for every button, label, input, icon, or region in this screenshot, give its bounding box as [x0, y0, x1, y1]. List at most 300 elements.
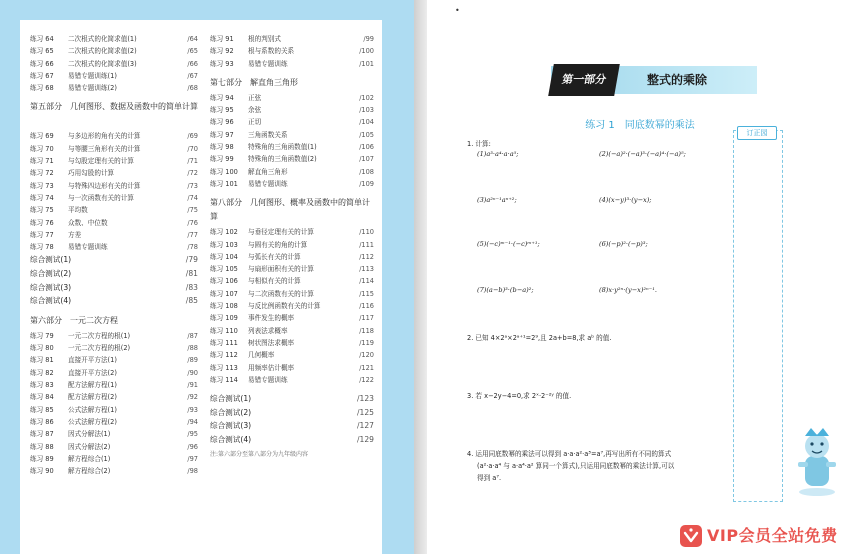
toc-entry-page: /111	[359, 240, 374, 249]
toc-entry	[30, 465, 198, 477]
toc-entry-page: /110	[359, 228, 374, 237]
toc-entry-title: 与垂径定理有关的计算	[248, 228, 314, 237]
toc-entry-text	[210, 129, 288, 141]
toc-entry-number: 练习 67	[30, 71, 54, 80]
toc-entry-page: /106	[359, 143, 374, 152]
toc-entry-page: /95	[187, 430, 198, 439]
toc-entry-text	[30, 330, 130, 342]
toc-entry-page: /78	[187, 243, 198, 252]
toc-entry-page: /108	[359, 167, 374, 176]
toc-entry-title: 直接开平方法(2)	[68, 368, 117, 377]
lesson-page	[427, 0, 845, 554]
toc-entry-text	[210, 153, 317, 165]
toc-entry-title: 方差	[68, 230, 82, 239]
toc-entry-title: 因式分解法(1)	[68, 430, 111, 439]
toc-entry-page: /121	[359, 363, 374, 372]
toc-entry-page: /98	[187, 467, 198, 476]
toc-entry-page: /94	[187, 417, 198, 426]
toc-entry-number: 练习 89	[30, 454, 54, 463]
toc-entry-title: 因式分解法(2)	[68, 442, 111, 451]
toc-entry	[30, 204, 198, 216]
toc-entry-page: /125	[356, 407, 374, 417]
toc-entry-title: 几何概率	[248, 351, 275, 360]
toc-entry-text	[30, 130, 141, 142]
question-1-part-8: (8)x·y²ⁿ·(y−x)²ⁿ⁻¹.	[599, 286, 657, 294]
toc-entry	[210, 116, 374, 128]
toc-entry-title: 与一次函数有关的计算	[68, 193, 134, 202]
toc-entry-text	[30, 453, 110, 465]
toc-entry-page: /81	[185, 269, 198, 279]
toc-entry	[210, 141, 374, 153]
toc-entry-number: 练习 98	[210, 143, 234, 152]
toc-entry-page: /99	[363, 35, 374, 43]
question-1-part-6: (6)(−p)²·(−p)³;	[599, 240, 648, 248]
toc-entry-text	[30, 404, 117, 416]
toc-entry-text	[30, 143, 141, 155]
toc-entry-text	[30, 253, 71, 267]
toc-entry-page: /89	[187, 356, 198, 365]
toc-entry-text	[30, 294, 71, 308]
toc-entry	[210, 45, 374, 57]
toc-entry	[30, 441, 198, 453]
toc-entry-number: 练习 100	[210, 167, 238, 176]
toc-entry	[30, 143, 198, 155]
toc-entry-text	[210, 226, 314, 238]
toc-entry-text	[210, 325, 288, 337]
toc-entry	[30, 192, 198, 204]
toc-entry-title: 综合测试(3)	[210, 421, 252, 431]
toc-entry	[210, 251, 374, 263]
toc-entry-number: 练习 99	[210, 155, 234, 164]
toc-entry-number: 练习 108	[210, 302, 238, 311]
toc-entry-page: /68	[187, 84, 198, 93]
toc-entry-title: 与二次函数有关的计算	[248, 289, 314, 298]
toc-entry-text	[30, 204, 88, 216]
toc-entry-title: 特殊角的三角函数值(2)	[248, 155, 317, 164]
mascot-illustration	[795, 426, 839, 498]
correction-column-tab: 订正园	[737, 126, 777, 140]
toc-entry-number: 练习 87	[30, 430, 54, 439]
toc-entry-number: 练习 65	[30, 47, 54, 56]
question-4-line-2: (a²·a·a⁴ 与 a·a⁴·a² 算同一个算式),只运用同底数幂的乘法计算,可以	[477, 462, 675, 470]
toc-entry-title: 与反比例函数有关的计算	[248, 302, 321, 311]
toc-page	[20, 20, 382, 554]
toc-entry-number: 练习 66	[30, 59, 54, 68]
toc-entry-text	[210, 312, 294, 324]
toc-entry	[210, 374, 374, 386]
toc-entry	[210, 312, 374, 324]
toc-entry-page: /97	[187, 454, 198, 463]
toc-entry-page: /107	[359, 155, 374, 164]
toc-entry-text	[210, 419, 251, 433]
toc-entry-text	[210, 433, 251, 447]
toc-entry-number: 练习 86	[30, 417, 54, 426]
toc-entry-title: 易错专题训练	[68, 243, 108, 252]
toc-test-entry	[210, 406, 374, 420]
toc-entry-title: 根与系数的关系	[248, 47, 295, 56]
toc-entry	[210, 104, 374, 116]
toc-entry-title: 解方程综合(2)	[68, 467, 111, 476]
toc-entry-text	[210, 288, 314, 300]
toc-entry-text	[30, 180, 141, 192]
toc-entry-text	[30, 367, 117, 379]
toc-entry-number: 练习 72	[30, 169, 54, 178]
toc-column-left	[30, 33, 198, 477]
toc-footnote: 注:第六部分至第八部分为九年级内容	[210, 450, 309, 458]
toc-entry-page: /71	[187, 157, 198, 166]
toc-entry	[30, 82, 198, 94]
toc-entry-title: 易错专题训练	[248, 375, 288, 384]
toc-entry	[210, 33, 374, 45]
toc-entry	[210, 325, 374, 337]
toc-entry-title: 二次根式的化简求值(3)	[68, 59, 137, 68]
toc-entry-text	[210, 251, 301, 263]
toc-entry-number: 练习 114	[210, 375, 238, 384]
toc-entry	[30, 155, 198, 167]
toc-entry-text	[210, 239, 307, 251]
toc-entry-title: 易错专题训练	[248, 179, 288, 188]
toc-entry-title: 列表法求概率	[248, 326, 288, 335]
toc-entry-number: 练习 104	[210, 252, 238, 261]
toc-entry-title: 平均数	[68, 206, 88, 215]
toc-entry-text	[210, 300, 321, 312]
toc-entry-title: 与扇形面积有关的计算	[248, 265, 314, 274]
toc-entry-text	[210, 58, 288, 70]
toc-entry-title: 综合测试(1)	[30, 255, 72, 265]
toc-entry	[210, 288, 374, 300]
question-1-part-7: (7)(a−b)³·(b−a)²;	[477, 286, 534, 294]
toc-entry-text	[210, 349, 274, 361]
toc-entry-page: /109	[359, 179, 374, 188]
toc-test-entry	[210, 433, 374, 447]
toc-entry-number: 练习 97	[210, 130, 234, 139]
correction-column	[733, 130, 783, 502]
vip-logo-icon	[679, 524, 703, 548]
toc-entry-text	[30, 281, 71, 295]
toc-entry-page: /129	[356, 434, 374, 444]
toc-entry-page: /120	[359, 351, 374, 360]
toc-entry-page: /104	[359, 118, 374, 127]
toc-entry-text	[30, 70, 117, 82]
toc-entry-number: 练习 81	[30, 356, 54, 365]
toc-entry-title: 综合测试(2)	[210, 407, 252, 417]
toc-entry-text	[210, 141, 317, 153]
toc-entry-number: 练习 80	[30, 344, 54, 353]
toc-entry-title: 一元二次方程的根(1)	[68, 331, 131, 340]
part-banner-tag: 第一部分	[548, 64, 620, 96]
question-3: 3. 若 x−2y−4=0,求 2ˣ·2⁻²ʸ 的值.	[467, 392, 572, 400]
toc-entry-page: /67	[187, 71, 198, 80]
toc-section-heading: 第六部分 一元二次方程	[30, 315, 118, 325]
toc-entry-title: 公式法解方程(1)	[68, 405, 117, 414]
toc-section-heading: 第八部分 几何图形、概率及函数中的简单计算	[210, 198, 370, 222]
toc-column-right	[210, 33, 374, 458]
toc-entry-number: 练习 101	[210, 179, 238, 188]
toc-entry-page: /75	[187, 206, 198, 215]
question-1-label: 1. 计算:	[467, 140, 491, 148]
toc-entry-number: 练习 76	[30, 218, 54, 227]
toc-entry	[210, 153, 374, 165]
toc-entry-number: 练习 94	[210, 93, 234, 102]
toc-test-entry	[30, 267, 198, 281]
toc-entry	[30, 453, 198, 465]
toc-entry-number: 练习 92	[210, 47, 234, 56]
toc-entry-page: /119	[359, 338, 374, 347]
toc-entry-number: 练习 90	[30, 467, 54, 476]
toc-entry-title: 特殊角的三角函数值(1)	[248, 143, 317, 152]
toc-entry-page: /96	[187, 442, 198, 451]
toc-entry-text	[210, 116, 261, 128]
toc-entry-text	[30, 379, 117, 391]
toc-entry-title: 综合测试(2)	[30, 269, 72, 279]
toc-entry-title: 与圆有关的角的计算	[248, 240, 308, 249]
toc-entry-number: 练习 71	[30, 157, 54, 166]
toc-entry-text	[210, 263, 314, 275]
toc-entry-title: 众数、中位数	[68, 218, 108, 227]
toc-entry-title: 综合测试(1)	[210, 394, 252, 404]
toc-entry-page: /116	[359, 302, 374, 311]
toc-entry-page: /83	[185, 282, 198, 292]
toc-entry-title: 巧用勾股的计算	[68, 169, 115, 178]
toc-entry-title: 易错专题训练(1)	[68, 71, 117, 80]
toc-entry	[30, 367, 198, 379]
toc-entry-title: 与特殊四边形有关的计算	[68, 181, 141, 190]
toc-entry-text	[30, 82, 117, 94]
toc-entry-page: /112	[359, 252, 374, 261]
toc-entry	[210, 239, 374, 251]
toc-entry-text	[210, 104, 261, 116]
toc-entry-title: 一元二次方程的根(2)	[68, 344, 131, 353]
toc-entry-page: /100	[359, 47, 374, 56]
toc-entry-text	[210, 45, 294, 57]
toc-entry-title: 与勾股定理有关的计算	[68, 157, 134, 166]
toc-entry-title: 与相似有关的计算	[248, 277, 301, 286]
toc-entry-title: 与弧长有关的计算	[248, 252, 301, 261]
toc-entry-text	[30, 33, 137, 45]
toc-test-entry	[210, 392, 374, 406]
toc-entry	[30, 217, 198, 229]
toc-entry-page: /93	[187, 405, 198, 414]
toc-entry-text	[30, 192, 134, 204]
toc-entry-page: /69	[187, 132, 198, 141]
toc-entry-title: 配方法解方程(2)	[68, 393, 117, 402]
toc-entry	[210, 226, 374, 238]
page-corner-mark: •	[455, 6, 460, 15]
toc-entry-page: /66	[187, 59, 198, 68]
toc-entry	[210, 263, 374, 275]
toc-entry	[30, 354, 198, 366]
toc-entry-number: 练习 85	[30, 405, 54, 414]
toc-entry-text	[30, 391, 117, 403]
toc-entry-page: /113	[359, 265, 374, 274]
toc-entry-number: 练习 105	[210, 265, 238, 274]
question-4-line-3: 得到 a⁷.	[477, 474, 502, 482]
toc-entry-title: 解方程综合(1)	[68, 454, 111, 463]
toc-entry-text	[30, 416, 117, 428]
toc-entry-number: 练习 102	[210, 228, 238, 237]
toc-entry-page: /91	[187, 381, 198, 390]
toc-entry-title: 二次根式的化简求值(1)	[68, 35, 137, 43]
toc-entry	[210, 166, 374, 178]
toc-entry-page: /115	[359, 289, 374, 298]
toc-entry-title: 用频率估计概率	[248, 363, 295, 372]
part-banner	[551, 66, 757, 94]
toc-entry-number: 练习 68	[30, 84, 54, 93]
toc-entry-number: 练习 79	[30, 331, 54, 340]
toc-entry-page: /92	[187, 393, 198, 402]
toc-entry-number: 练习 96	[210, 118, 234, 127]
toc-test-entry	[30, 294, 198, 308]
toc-entry-page: /118	[359, 326, 374, 335]
toc-entry	[210, 178, 374, 190]
toc-entry	[30, 167, 198, 179]
toc-entry-number: 练习 88	[30, 442, 54, 451]
toc-entry-text	[30, 155, 134, 167]
toc-entry-title: 综合测试(3)	[30, 282, 72, 292]
toc-entry-number: 练习 78	[30, 243, 54, 252]
toc-entry-number: 练习 73	[30, 181, 54, 190]
toc-entry-text	[30, 465, 110, 477]
question-1-part-5: (5)(−c)ᵐ⁻¹·(−c)ᵐ⁺¹;	[477, 240, 540, 248]
toc-entry-number: 练习 64	[30, 35, 54, 43]
toc-entry-title: 正弦	[248, 93, 262, 102]
toc-entry	[30, 428, 198, 440]
toc-entry-title: 综合测试(4)	[30, 296, 72, 306]
toc-entry-page: /114	[359, 277, 374, 286]
toc-entry-page: /87	[187, 331, 198, 340]
toc-entry-number: 练习 70	[30, 144, 54, 153]
toc-page-background	[0, 0, 414, 554]
toc-entry-title: 与等腰三角形有关的计算	[68, 144, 141, 153]
toc-entry-page: /88	[187, 344, 198, 353]
toc-entry	[210, 58, 374, 70]
toc-entry-page: /102	[359, 93, 374, 102]
toc-entry-text	[210, 337, 294, 349]
vip-watermark-text: VIP会员全站免费	[707, 526, 838, 545]
toc-entry	[30, 70, 198, 82]
toc-entry	[210, 337, 374, 349]
toc-entry	[30, 342, 198, 354]
toc-entry-title: 易错专题训练	[248, 59, 288, 68]
toc-test-entry	[30, 281, 198, 295]
toc-entry	[30, 229, 198, 241]
toc-entry-page: /122	[359, 375, 374, 384]
toc-entry-text	[30, 267, 71, 281]
toc-entry-text	[210, 275, 301, 287]
toc-entry-page: /70	[187, 144, 198, 153]
toc-entry-number: 练习 69	[30, 132, 54, 141]
toc-entry-text	[30, 241, 108, 253]
toc-entry-text	[210, 178, 288, 190]
toc-entry-title: 事件发生的概率	[248, 314, 295, 323]
toc-entry-number: 练习 106	[210, 277, 238, 286]
question-1-part-4: (4)(x−y)³·(y−x);	[599, 196, 652, 204]
toc-entry-page: /72	[187, 169, 198, 178]
toc-entry	[30, 241, 198, 253]
toc-entry-page: /64	[187, 35, 198, 43]
toc-entry	[30, 180, 198, 192]
book-spine	[414, 0, 427, 554]
toc-entry-number: 练习 91	[210, 35, 234, 43]
toc-entry-title: 公式法解方程(2)	[68, 417, 117, 426]
toc-entry-text	[30, 229, 81, 241]
toc-entry-text	[210, 406, 251, 420]
toc-entry	[30, 416, 198, 428]
toc-entry-text	[210, 166, 288, 178]
toc-entry-text	[210, 92, 261, 104]
toc-entry	[30, 33, 198, 45]
toc-entry-page: /73	[187, 181, 198, 190]
toc-entry-page: /76	[187, 218, 198, 227]
toc-entry-number: 练习 83	[30, 381, 54, 390]
toc-entry-number: 练习 112	[210, 351, 238, 360]
toc-entry-page: /123	[356, 394, 374, 404]
toc-entry-page: /85	[185, 296, 198, 306]
toc-entry-title: 正切	[248, 118, 262, 127]
toc-entry-page: /103	[359, 106, 374, 115]
question-4-line-1: 4. 运用同底数幂的乘法可以得到 a·a·a²·a³=a⁷,再写出所有不同的算式	[467, 450, 672, 458]
toc-entry-page: /90	[187, 368, 198, 377]
toc-entry-title: 三角函数关系	[248, 130, 288, 139]
toc-entry-text	[30, 354, 117, 366]
toc-entry-page: /105	[359, 130, 374, 139]
toc-entry-text	[30, 441, 110, 453]
toc-entry-title: 与多边形的角有关的计算	[68, 132, 141, 141]
toc-entry-title: 根的判别式	[248, 35, 281, 43]
toc-entry	[30, 45, 198, 57]
question-1-part-2: (2)(−a)²·(−a)³·(−a)⁴·(−a)⁵;	[599, 150, 686, 158]
toc-entry-number: 练习 82	[30, 368, 54, 377]
toc-entry	[30, 58, 198, 70]
toc-entry	[30, 391, 198, 403]
toc-test-entry	[30, 253, 198, 267]
toc-entry	[210, 129, 374, 141]
toc-section-heading: 第五部分 几何图形、数据及函数中的简单计算	[30, 102, 198, 112]
lesson-title: 练习 1 同底数幂的乘法	[585, 120, 695, 131]
toc-entry-text	[30, 58, 137, 70]
toc-entry-title: 余弦	[248, 106, 262, 115]
toc-entry-number: 练习 110	[210, 326, 238, 335]
toc-entry	[210, 349, 374, 361]
toc-entry-text	[30, 428, 110, 440]
toc-entry-number: 练习 93	[210, 59, 234, 68]
toc-entry-title: 直接开平方法(1)	[68, 356, 117, 365]
toc-section-heading: 第七部分 解直角三角形	[210, 77, 298, 87]
toc-entry-number: 练习 107	[210, 289, 238, 298]
toc-entry	[30, 130, 198, 142]
vip-watermark[interactable]	[679, 522, 845, 550]
toc-entry-page: /127	[356, 421, 374, 431]
toc-entry-page: /77	[187, 230, 198, 239]
toc-entry	[210, 362, 374, 374]
toc-entry-page: /101	[359, 59, 374, 68]
question-1-part-3: (3)a²ⁿ⁻¹aⁿ⁺²;	[477, 196, 517, 204]
toc-entry-page: /79	[185, 255, 198, 265]
toc-entry	[210, 300, 374, 312]
toc-entry-title: 解直角三角形	[248, 167, 288, 176]
toc-entry-title: 二次根式的化简求值(2)	[68, 47, 137, 56]
toc-entry-number: 练习 77	[30, 230, 54, 239]
toc-entry-page: /117	[359, 314, 374, 323]
toc-entry-title: 易错专题训练(2)	[68, 84, 117, 93]
toc-entry-number: 练习 75	[30, 206, 54, 215]
toc-entry-number: 练习 111	[210, 338, 238, 347]
toc-entry-number: 练习 74	[30, 193, 54, 202]
toc-test-entry	[210, 419, 374, 433]
toc-entry-title: 综合测试(4)	[210, 434, 252, 444]
toc-entry-title: 配方法解方程(1)	[68, 381, 117, 390]
toc-entry-text	[210, 374, 288, 386]
